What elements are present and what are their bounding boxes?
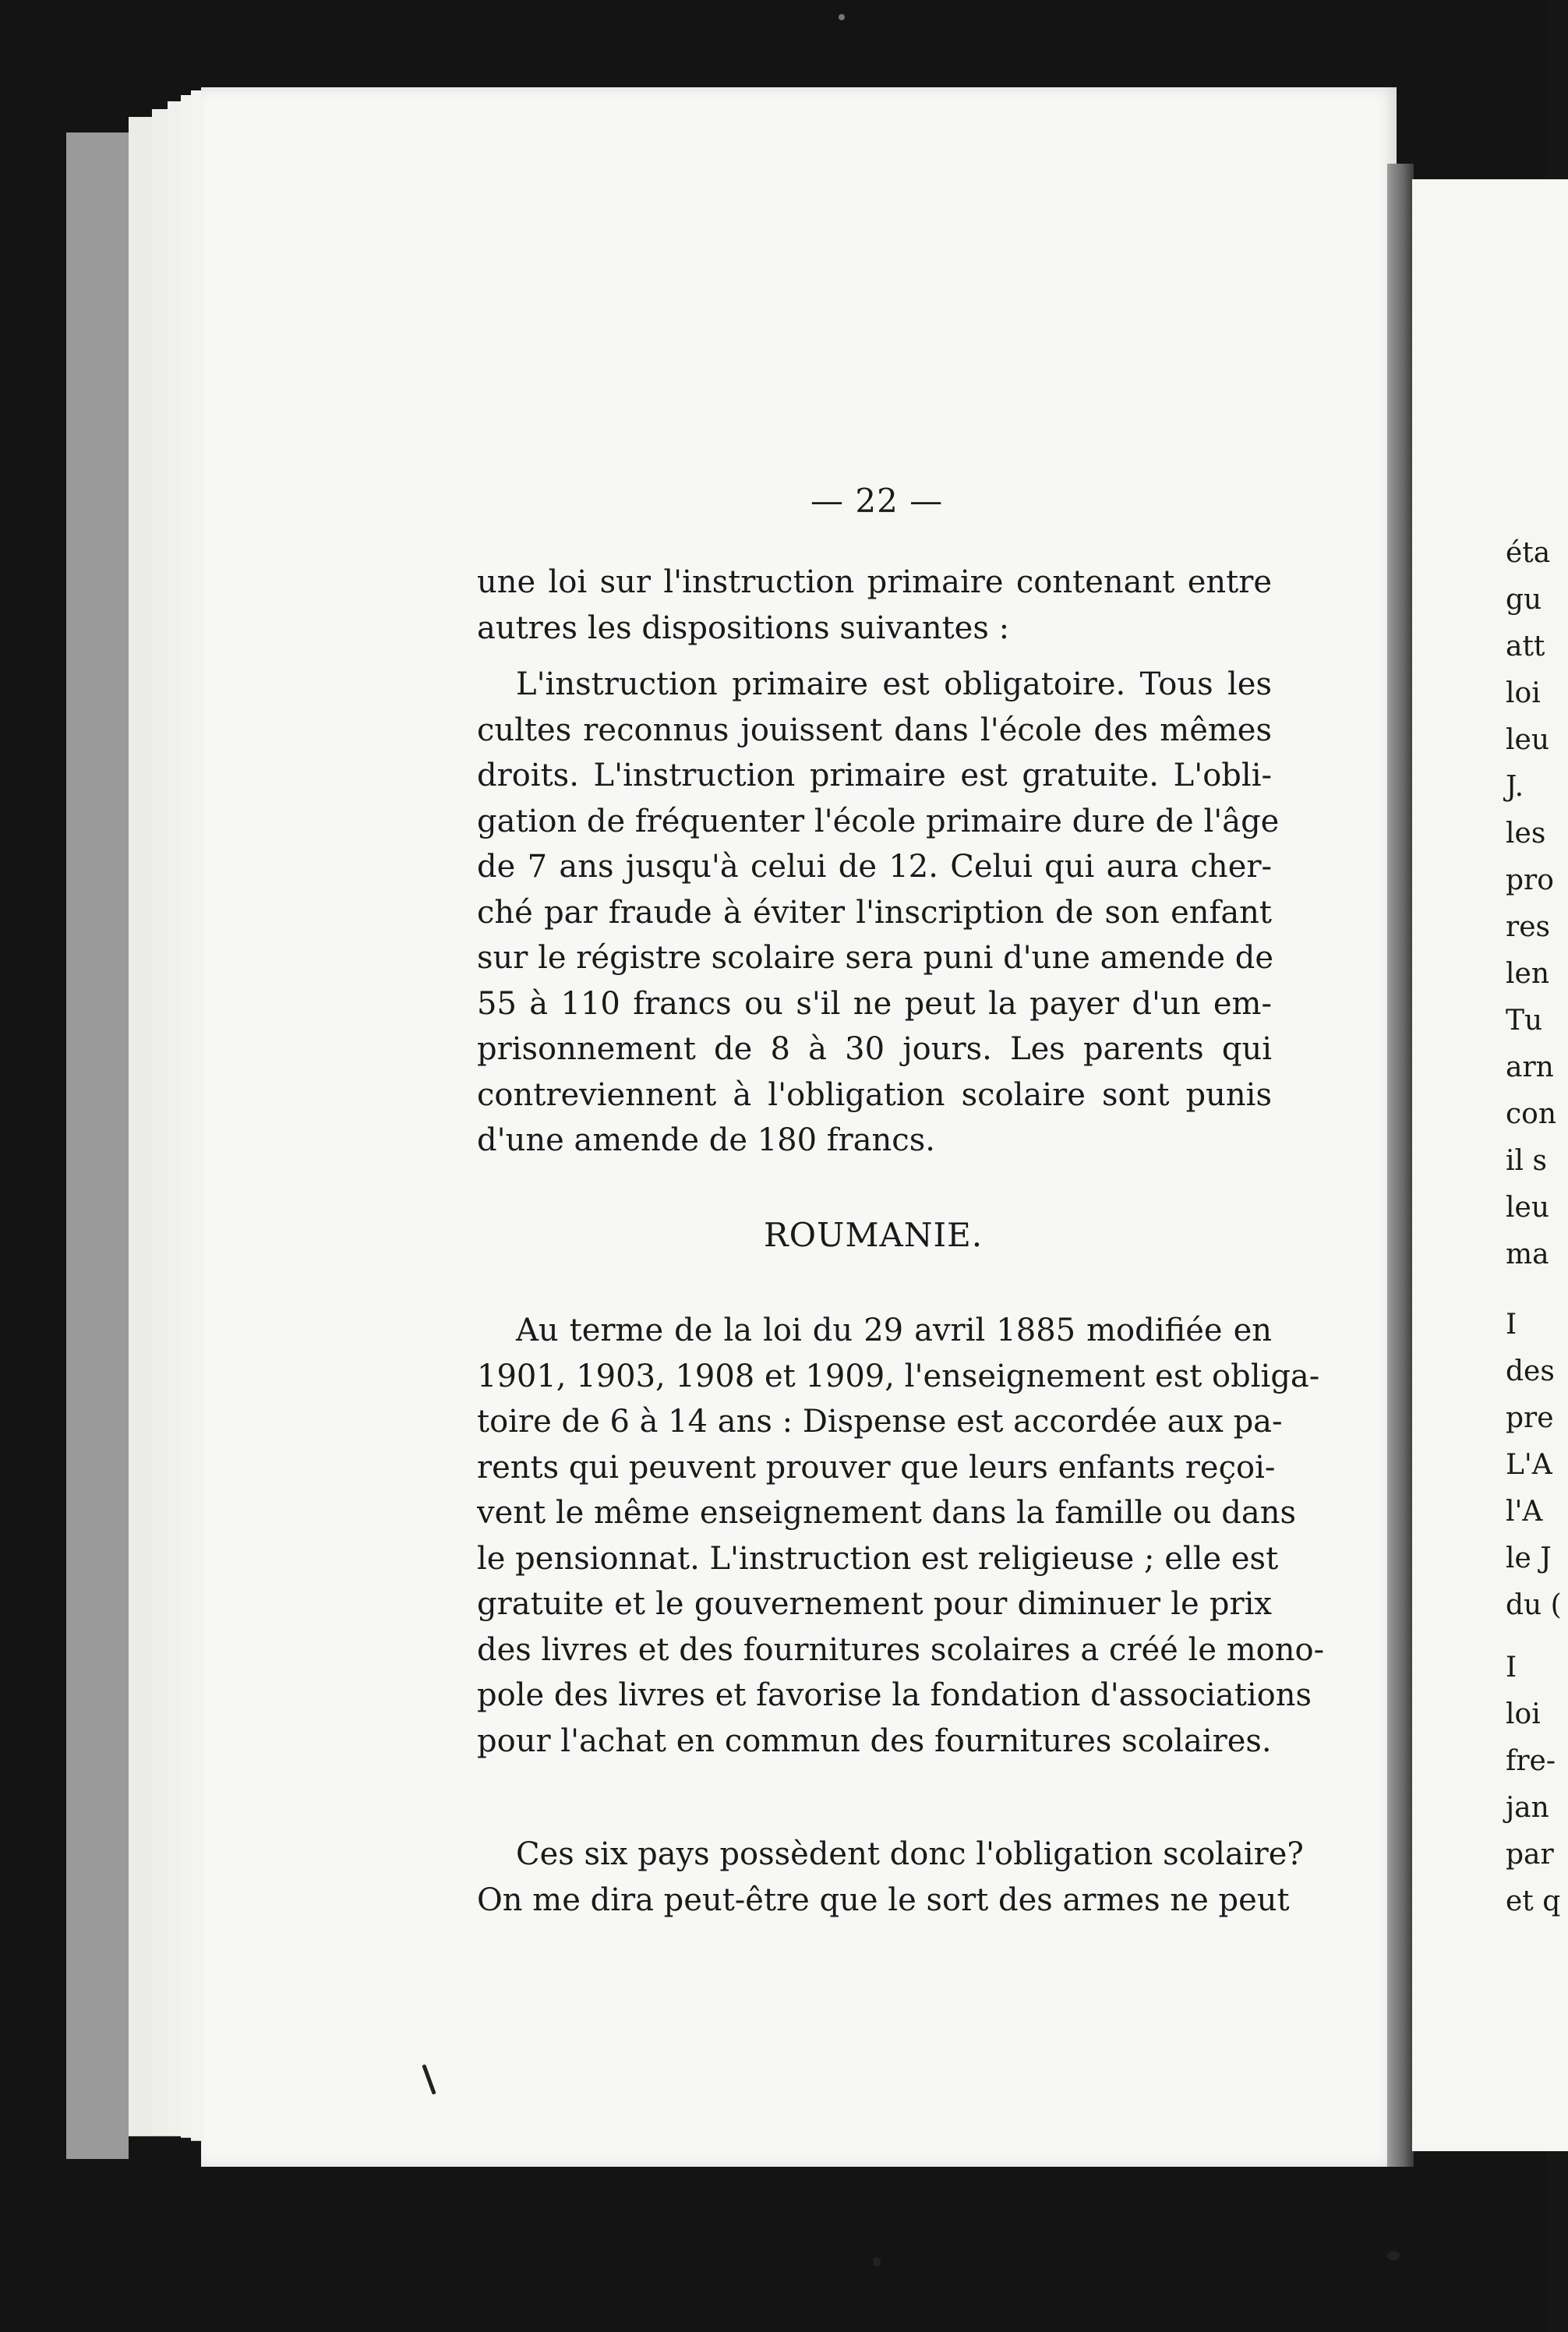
text-line: de 7 ans jusqu'à celui de 12. Celui qui aura cher- [477,849,1272,885]
text-line: droits. L'instruction primaire est gratuite. L'obli- [477,758,1272,793]
paragraph-intro [477,560,1280,1164]
dust-speck [873,2257,881,2267]
text-line: On me dira peut-être que le sort des armes ne peut [477,1882,1290,1918]
facing-fragment: I [1506,1309,1517,1341]
text-line: L'instruction primaire est obligatoire. Tous les [516,666,1272,702]
facing-fragment: arn [1506,1051,1554,1083]
dust-speck [839,14,845,20]
facing-fragment: res [1506,911,1550,943]
facing-fragment: leu [1506,1192,1550,1224]
facing-fragment: loi [1506,677,1541,709]
text-line: Au terme de la loi du 29 avril 1885 modifiée en [516,1313,1272,1348]
text-line: 55 à 110 francs ou s'il ne peut la payer d'un em- [477,985,1272,1022]
facing-fragment: du ( [1506,1589,1562,1621]
facing-fragment: jan [1506,1792,1549,1824]
facing-fragment: fre- [1506,1745,1556,1777]
paragraph-conclusion [477,1832,1304,1923]
text-line: 1901, 1903, 1908 et 1909, l'enseignement est obliga- [477,1358,1320,1394]
facing-fragment: I [1506,1652,1517,1684]
text-line: gation de fréquenter l'école primaire dure de l'âge [477,803,1280,839]
facing-fragment: att [1506,631,1545,662]
facing-fragment: leu [1506,724,1550,756]
facing-fragment: éta [1506,537,1551,569]
text-line: une loi sur l'instruction primaire contenant entre [477,564,1272,600]
facing-fragment: il s [1506,1145,1547,1177]
facing-fragment: Tu [1506,1005,1543,1037]
facing-fragment: pre [1506,1402,1554,1434]
text-line: prisonnement de 8 à 30 jours. Les parents qui [477,1031,1272,1067]
text-line: Ces six pays possèdent donc l'obligation scolaire? [516,1836,1304,1872]
facing-fragment: l'A [1506,1496,1543,1528]
text-line: cultes reconnus jouissent dans l'école des mêmes [477,712,1272,748]
text-line: autres les dispositions suivantes : [477,610,1010,646]
facing-fragment: gu [1506,584,1542,616]
text-line: des livres et des fournitures scolaires a créé le mono- [477,1631,1325,1668]
facing-fragment: len [1506,958,1550,990]
facing-page-text [1506,530,1562,1925]
backing-board [66,132,129,2159]
facing-fragment: et q [1506,1885,1561,1917]
text-line: d'une amende de 180 francs. [477,1122,935,1158]
facing-fragment: loi [1506,1698,1541,1730]
facing-fragment: par [1506,1839,1554,1871]
text-line: toire de 6 à 14 ans : Dispense est accordée aux pa- [477,1404,1283,1440]
book-gutter [1387,164,1414,2167]
paragraph-roumanie [477,1308,1325,1764]
text-line: gratuite et le gouvernement pour diminuer le prix [477,1586,1272,1622]
facing-fragment: L'A [1506,1449,1552,1481]
facing-fragment: des [1506,1355,1555,1387]
facing-fragment: J. [1506,771,1524,803]
text-line: vent le même enseignement dans la famille ou dans [477,1495,1296,1531]
text-line: sur le régistre scolaire sera puni d'une amende de [477,940,1274,976]
dust-speck [1387,2251,1400,2260]
page-number: — 22 — [810,482,944,520]
facing-fragment: con [1506,1098,1557,1130]
text-line: contreviennent à l'obligation scolaire sont punis [477,1076,1272,1113]
section-heading: ROUMANIE. [764,1216,984,1254]
facing-fragment: les [1506,818,1546,850]
text-line: ché par fraude à éviter l'inscription de son enfant [477,894,1272,931]
text-line: pole des livres et favorise la fondation d'associations [477,1677,1312,1713]
facing-fragment: le J [1506,1542,1552,1574]
text-line: rents qui peuvent prouver que leurs enfants reçoi- [477,1449,1276,1486]
text-line: le pensionnat. L'instruction est religieuse ; elle est [477,1540,1279,1577]
facing-fragment: ma [1506,1238,1549,1270]
facing-fragment: pro [1506,864,1554,896]
text-line: pour l'achat en commun des fournitures scolaires. [477,1722,1272,1759]
